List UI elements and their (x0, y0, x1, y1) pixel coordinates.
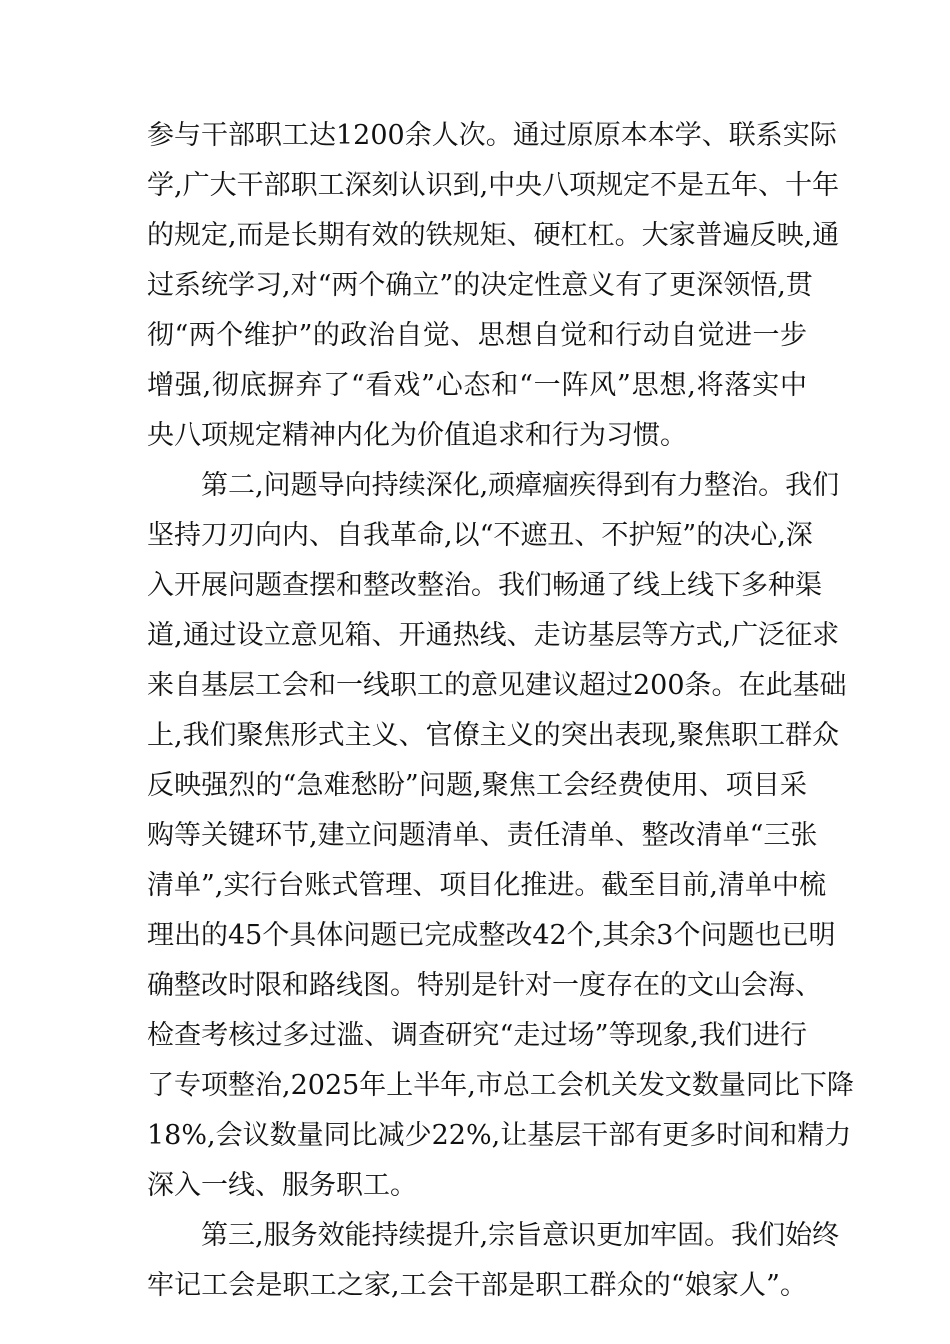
text-line: 18%,会议数量同比减少22%,让基层干部有更多时间和精力 (147, 1120, 852, 1151)
text-line: 参与干部职工达1200余人次。通过原原本本学、联系实际 (147, 120, 837, 151)
text-line: 的规定,而是长期有效的铁规矩、硬杠杠。大家普遍反映,通 (147, 220, 840, 251)
text-line: 检查考核过多过滥、调查研究“走过场”等现象,我们进行 (147, 1020, 807, 1051)
paragraph-start-line: 第二,问题导向持续深化,顽瘴痼疾得到有力整治。我们 (201, 470, 840, 501)
text-line: 反映强烈的“急难愁盼”问题,聚焦工会经费使用、项目采 (147, 770, 807, 801)
text-line: 清单”,实行台账式管理、项目化推进。截至目前,清单中梳 (147, 870, 826, 901)
text-line: 入开展问题查摆和整改整治。我们畅通了线上线下多种渠 (147, 570, 822, 601)
text-line: 了专项整治,2025年上半年,市总工会机关发文数量同比下降 (147, 1070, 854, 1101)
text-line: 道,通过设立意见箱、开通热线、走访基层等方式,广泛征求 (147, 620, 840, 651)
text-line: 学,广大干部职工深刻认识到,中央八项规定不是五年、十年 (147, 170, 840, 201)
text-line: 来自基层工会和一线职工的意见建议超过200条。在此基础 (147, 670, 847, 701)
text-line: 牢记工会是职工之家,工会干部是职工群众的“娘家人”。 (147, 1270, 807, 1301)
text-line: 坚持刀刃向内、自我革命,以“不遮丑、不护短”的决心,深 (147, 520, 813, 551)
text-line: 理出的45个具体问题已完成整改42个,其余3个问题也已明 (147, 920, 836, 951)
text-line: 央八项规定精神内化为价值追求和行为习惯。 (147, 420, 687, 451)
text-line: 深入一线、服务职工。 (147, 1170, 417, 1201)
paragraph-start-line: 第三,服务效能持续提升,宗旨意识更加牢固。我们始终 (201, 1220, 840, 1251)
text-line: 上,我们聚焦形式主义、官僚主义的突出表现,聚焦职工群众 (147, 720, 840, 751)
text-line: 过系统学习,对“两个确立”的决定性意义有了更深领悟,贯 (147, 270, 813, 301)
text-line: 购等关键环节,建立问题清单、责任清单、整改清单“三张 (147, 820, 818, 851)
text-line: 彻“两个维护”的政治自觉、思想自觉和行动自觉进一步 (147, 320, 807, 351)
text-line: 确整改时限和路线图。特别是针对一度存在的文山会海、 (147, 970, 822, 1001)
text-line: 增强,彻底摒弃了“看戏”心态和“一阵风”思想,将落实中 (147, 370, 807, 401)
